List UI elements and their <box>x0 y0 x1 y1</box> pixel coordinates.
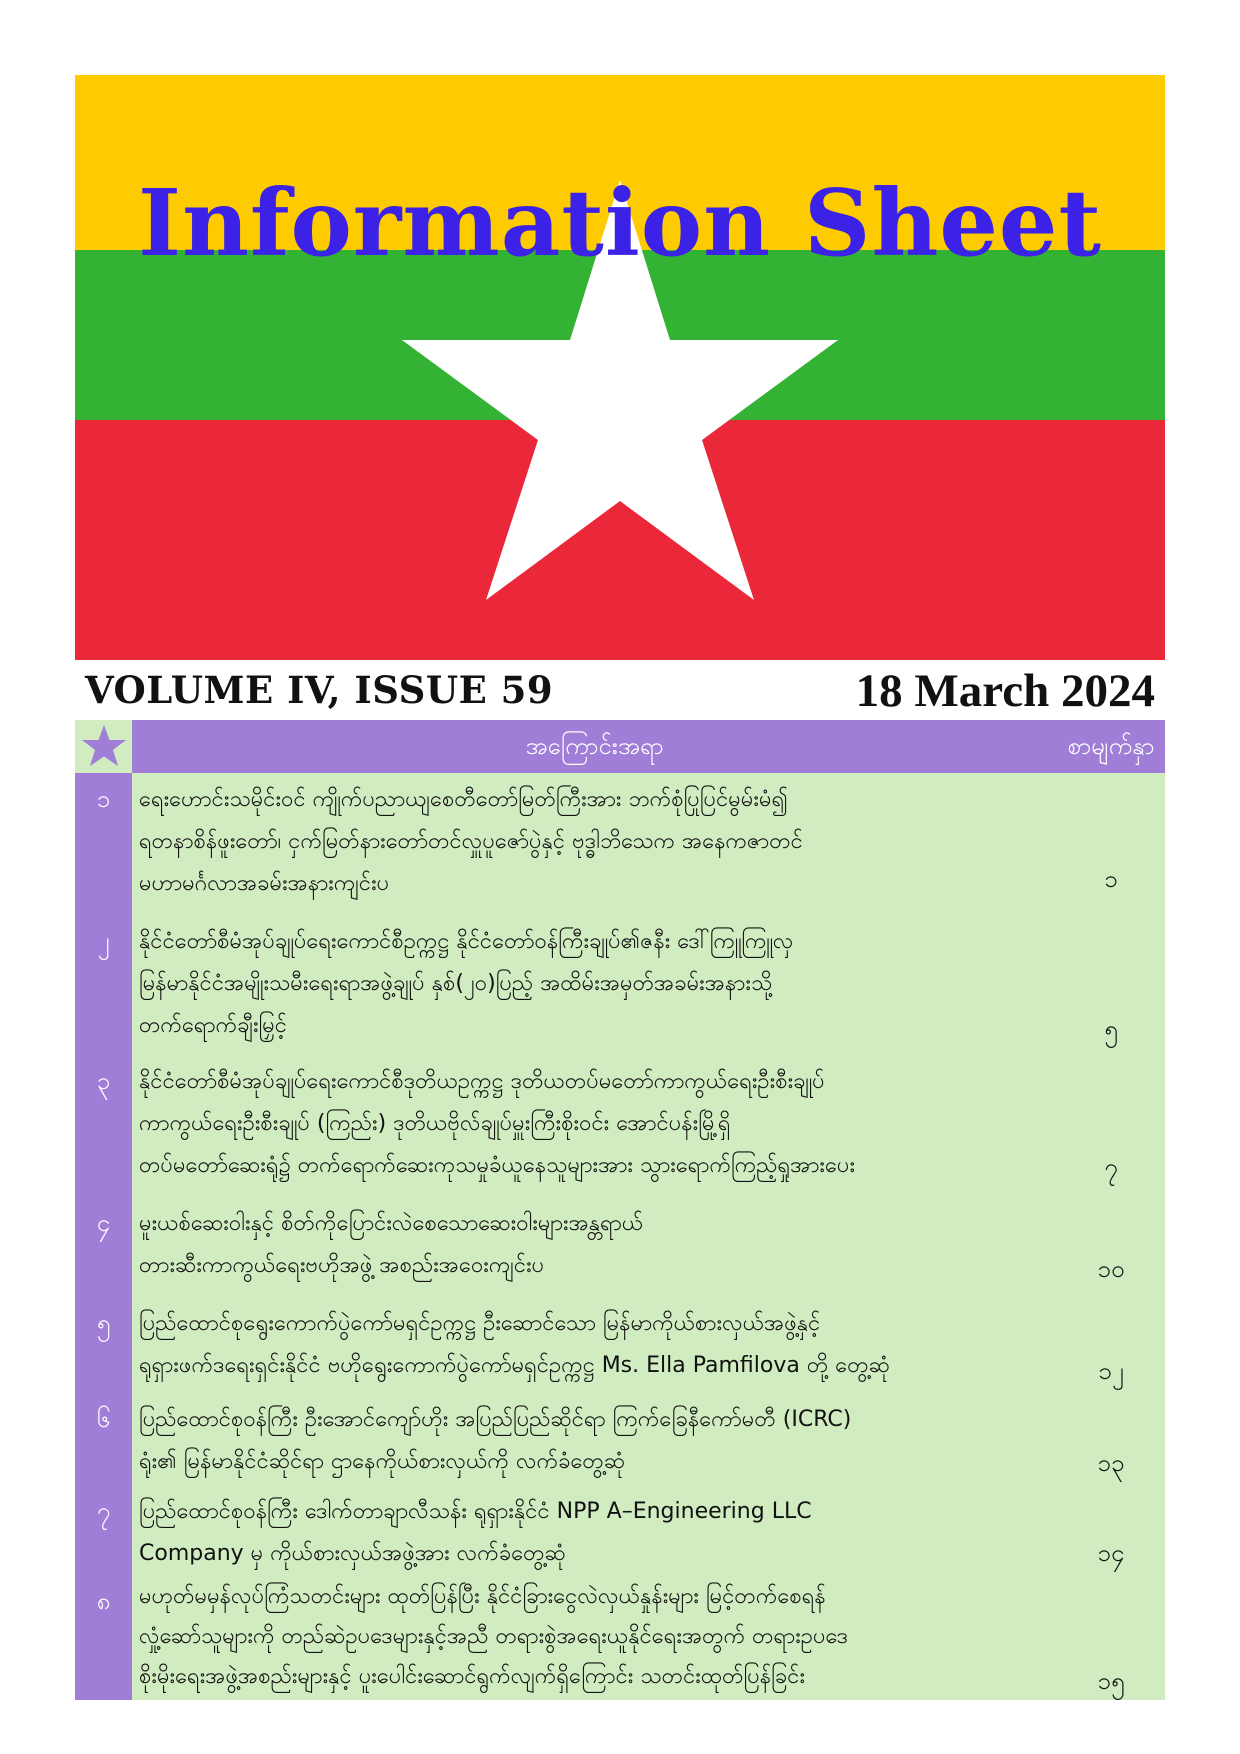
toc-row-title <box>139 1203 1039 1287</box>
toc-row-page: ၁ <box>1104 865 1118 893</box>
toc-row-line: ပြည်ထောင်စုရွေးကောက်ပွဲကော်မရှင်ဥက္ကဋ္ဌ ဦးဆောင်သော မြန်မာကိုယ်စားလှယ်အဖွဲ့နှင့် <box>139 1311 821 1336</box>
toc-row-line: ရုံး၏ မြန်မာနိုင်ငံဆိုင်ရာ ဌာနေကိုယ်စားလှယ်ကို လက်ခံတွေ့ဆုံ <box>139 1449 626 1474</box>
toc-row-title <box>139 1303 1039 1387</box>
toc-row-line: နိုင်ငံတော်စီမံအုပ်ချုပ်ရေးကောင်စီဥက္ကဋ္ဌ နိုင်ငံတော်ဝန်ကြီးချုပ်၏ဇနီး ဒေါ်ကြူကြူလှ <box>139 929 794 954</box>
table-of-contents <box>75 720 1165 1700</box>
toc-row-number: ၈ <box>96 1587 111 1615</box>
toc-row-line: စိုးမိုးရေးအဖွဲ့အစည်းများနှင့် ပူးပေါင်းဆောင်ရွက်လျက်ရှိကြောင်း သတင်းထုတ်ပြန်ခြင်း <box>139 1664 806 1689</box>
toc-row-line: ရေးဟောင်းသမိုင်းဝင် ကျိုက်ပညာယျစေတီတော်မြတ်ကြီးအား ဘက်စုံပြုပြင်မွမ်းမံ၍ <box>139 787 789 812</box>
toc-row-page: ၁၀ <box>1097 1255 1125 1283</box>
toc-row-page: ၇ <box>1104 1153 1118 1181</box>
toc-row[interactable] <box>75 775 1165 917</box>
toc-row-line: တက်ရောက်ချီးမြှင့် <box>139 1013 288 1038</box>
toc-row-page: ၁၂ <box>1098 1357 1124 1385</box>
issue-bar <box>75 662 1165 722</box>
toc-row-page: ၅ <box>1104 1015 1118 1043</box>
toc-row[interactable] <box>75 1577 1165 1700</box>
toc-row-title <box>139 779 1039 905</box>
toc-row[interactable] <box>75 1199 1165 1299</box>
volume-issue: VOLUME IV, ISSUE 59 <box>85 668 554 712</box>
cover-flag <box>75 75 1165 660</box>
toc-row-line: တားဆီးကာကွယ်ရေးဗဟိုအဖွဲ့ အစည်းအဝေးကျင်းပ <box>139 1253 545 1278</box>
toc-row-page: ၁၅ <box>1097 1667 1125 1695</box>
toc-row-number: ၂ <box>97 927 110 955</box>
toc-header-page-label: စာမျက်နှာ <box>1067 732 1155 760</box>
toc-row-number: ၆ <box>96 1405 111 1433</box>
toc-row-line: မဟာမင်္ဂလာအခမ်းအနားကျင်းပ <box>139 871 390 896</box>
toc-row-line: ရုရှားဖက်ဒရေးရှင်းနိုင်ငံ ဗဟိုရွေးကောက်ပွဲကော်မရှင်ဥက္ကဋ္ဌ Ms. Ella Pamfilova တို့ တွေ့ဆုံ <box>139 1353 890 1378</box>
toc-row-number: ၅ <box>96 1309 111 1337</box>
toc-header <box>75 720 1165 773</box>
toc-row-number: ၃ <box>96 1067 111 1095</box>
toc-row-number: ၄ <box>96 1209 111 1237</box>
star-icon <box>80 723 128 769</box>
toc-row-line: မြန်မာနိုင်ငံအမျိုးသမီးရေးရာအဖွဲ့ချုပ် နှစ်(၂၀)ပြည့် အထိမ်းအမှတ်အခမ်းအနားသို့ <box>139 971 773 996</box>
toc-row-title <box>139 1577 1039 1697</box>
toc-row-page: ၁၄ <box>1097 1539 1125 1567</box>
toc-row-line: ပြည်ထောင်စုဝန်ကြီး ဒေါက်တာချာလီသန်း ရုရှားနိုင်ငံ NPP A–Engineering LLC <box>139 1499 812 1524</box>
toc-row-line: Company မှ ကိုယ်စားလှယ်အဖွဲ့အား လက်ခံတွေ့ဆုံ <box>139 1541 566 1566</box>
toc-row[interactable] <box>75 1057 1165 1199</box>
issue-date: 18 March 2024 <box>855 665 1155 717</box>
toc-header-star-cell <box>75 720 132 773</box>
toc-row-title <box>139 1491 1039 1575</box>
toc-row-line: မဟုတ်မမှန်လုပ်ကြံသတင်းများ ထုတ်ပြန်ပြီး နိုင်ငံခြားငွေလဲလှယ်နှုန်းများ မြင့်တက်စေရန် <box>139 1584 826 1609</box>
toc-row-line: နိုင်ငံတော်စီမံအုပ်ချုပ်ရေးကောင်စီဒုတိယဥက္ကဋ္ဌ ဒုတိယတပ်မတော်ကာကွယ်ရေးဦးစီးချုပ် <box>139 1069 825 1094</box>
toc-row[interactable] <box>75 1299 1165 1395</box>
toc-row-line: ကာကွယ်ရေးဦးစီးချုပ် (ကြည်း) ဒုတိယဗိုလ်ချုပ်မှူးကြီးစိုးဝင်း အောင်ပန်းမြို့ရှိ <box>139 1111 731 1136</box>
toc-row-number: ၇ <box>96 1497 111 1525</box>
toc-row-title <box>139 1399 1039 1483</box>
toc-row-line: ပြည်ထောင်စုဝန်ကြီး ဦးအောင်ကျော်ဟိုး အပြည်ပြည်ဆိုင်ရာ ကြက်ခြေနီကော်မတီ (ICRC) <box>139 1407 852 1432</box>
flag-star-icon <box>75 75 1165 660</box>
toc-header-content-label: အကြောင်းအရာ <box>525 732 664 760</box>
toc-row-line: တပ်မတော်ဆေးရုံ၌ တက်ရောက်ဆေးကုသမှုခံယူနေသူများအား သွားရောက်ကြည့်ရှုအားပေး <box>139 1153 856 1178</box>
page-title: Information Sheet <box>138 169 1102 277</box>
toc-row-number: ၁ <box>96 785 111 813</box>
toc-row-line: မူးယစ်ဆေးဝါးနှင့် စိတ်ကိုပြောင်းလဲစေသောဆေးဝါးများအန္တရာယ် <box>139 1211 644 1236</box>
toc-row-title <box>139 921 1039 1047</box>
toc-row[interactable] <box>75 917 1165 1057</box>
toc-row[interactable] <box>75 1395 1165 1487</box>
toc-row[interactable] <box>75 1487 1165 1577</box>
toc-row-title <box>139 1061 1039 1187</box>
toc-row-page: ၁၃ <box>1097 1449 1125 1477</box>
toc-row-line: လှုံ့ဆော်သူများကို တည်ဆဲဥပဒေများနှင့်အညီ တရားစွဲအရေးယူနိုင်ရေးအတွက် တရားဥပဒေ <box>139 1624 849 1649</box>
toc-row-line: ရတနာစိန်ဖူးတော်၊ ငှက်မြတ်နားတော်တင်လှူပူဇော်ပွဲနှင့် ဗုဒ္ဓါဘိသေက အနေကဇာတင် <box>139 829 803 854</box>
